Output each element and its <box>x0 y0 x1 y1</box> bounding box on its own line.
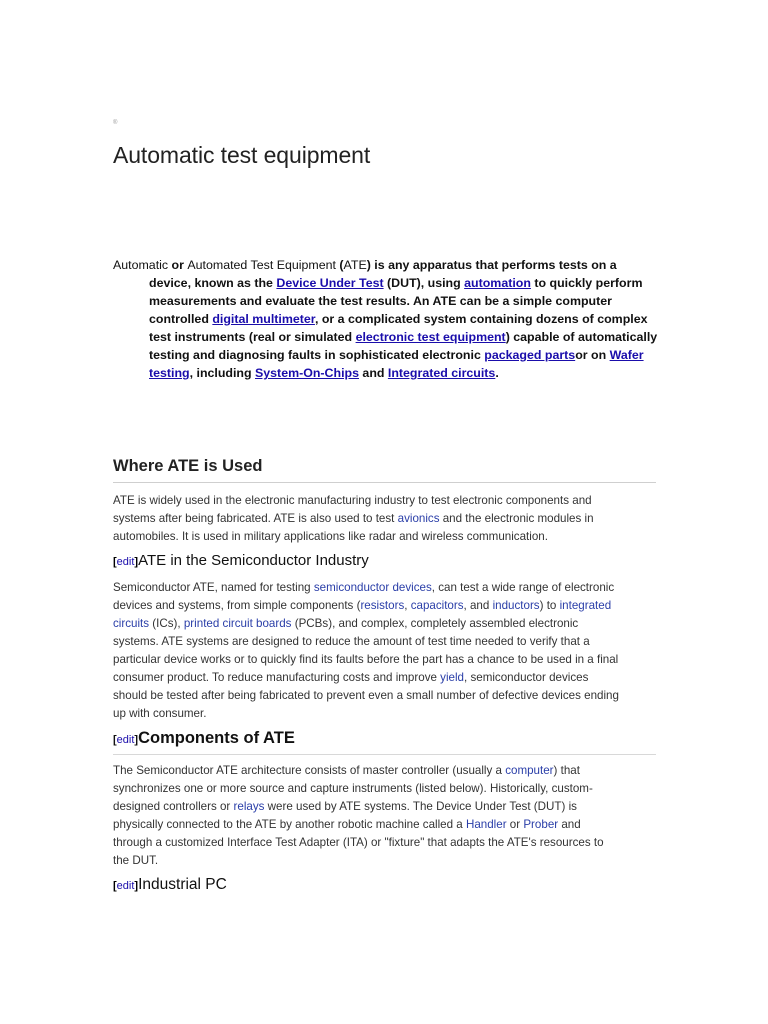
edit-link-wrapper: [edit] <box>113 734 139 746</box>
section-heading-text: Industrial PC <box>138 876 227 893</box>
section-heading-text: ATE in the Semiconductor Industry <box>138 552 369 569</box>
link-semiconductor-devices[interactable]: semiconductor devices <box>313 581 432 594</box>
link-prober[interactable]: Prober <box>523 818 559 831</box>
edit-link[interactable]: edit <box>116 734 135 746</box>
section1-paragraph: ATE is widely used in the electronic manufacturing industry to test electronic components and systems after being fabricated. ATE is also used to test avionics and the electronic modules in automobiles. It is used in military applications like radar and wireless communication. <box>113 494 594 543</box>
section-heading-where-ate-is-used: Where ATE is Used <box>113 457 656 483</box>
link-integrated[interactable]: integrated <box>559 599 612 612</box>
link-wafer-testing[interactable]: testing <box>149 366 190 380</box>
link-wafer[interactable]: Wafer <box>609 348 644 362</box>
edit-link[interactable]: edit <box>116 556 135 568</box>
link-yield[interactable]: yield <box>440 671 465 684</box>
link-relays[interactable]: relays <box>233 800 265 813</box>
link-resistors[interactable]: resistors <box>360 599 405 612</box>
edit-link-wrapper: [edit] <box>113 880 139 892</box>
link-handler[interactable]: Handler <box>465 818 507 831</box>
section2-paragraph: Semiconductor ATE, named for testing semiconductor devices, can test a wide range of electronic devices and systems, from simple components (resistors, capacitors, and inductors) to integrated circuits (ICs), printed circuit boards (PCBs), and complex, completely assembled electronic systems. ATE systems are designed to reduce the amount of test time needed to verify that a particular device works or to quickly find its faults before the part has a chance to be used in a final consumer product. To reduce manufacturing costs and improve yield, semiconductor devices should be tested after being fabricated to prevent even a small number of defective devices ending up with consumer. <box>113 581 619 720</box>
link-digital-multimeter[interactable]: digital multimeter <box>212 312 315 326</box>
page-marker: ® <box>113 120 118 126</box>
edit-link[interactable]: edit <box>116 880 135 892</box>
section3-paragraph: The Semiconductor ATE architecture consists of master controller (usually a computer) that synchronizes one or more source and capture instruments (listed below). Historically, custom- designed controllers or relays were used by ATE systems. The Device Under Test (DUT) is physically connected to the ATE by another robotic machine called a Handler or Prober and through a customized Interface Test Adapter (ITA) or "fixture" that adapts the ATE's resources to the DUT. <box>113 764 604 867</box>
intro-paragraph: Automatic or Automated Test Equipment (ATE) is any apparatus that performs tests on a device, known as the Device Under Test (DUT), using automation to quickly perform measurements and evaluate the test results. An ATE can be a simple computer controlled digital multimeter, or a complicated system containing dozens of complex test instruments (real or simulated electronic test equipment) capable of automatically testing and diagnosing faults in sophisticated electronic packaged partsor on Wafer testing, including System-On-Chips and Integrated circuits. <box>113 258 658 380</box>
link-device-under-test[interactable]: Device Under Test <box>276 276 384 290</box>
link-inductors[interactable]: inductors <box>492 599 540 612</box>
section-heading-components-of-ate <box>113 729 656 755</box>
section-heading-text: Components of ATE <box>138 729 295 747</box>
link-electronic-test-equipment[interactable]: electronic test equipment <box>355 330 506 344</box>
link-capacitors[interactable]: capacitors <box>410 599 464 612</box>
link-packaged-parts[interactable]: packaged parts <box>484 348 576 362</box>
link-computer[interactable]: computer <box>505 764 554 777</box>
link-automation[interactable]: automation <box>464 276 531 290</box>
link-printed-circuit-boards[interactable]: printed circuit boards <box>183 617 292 630</box>
section-heading-industrial-pc <box>113 876 227 894</box>
link-integrated-circuits[interactable]: Integrated circuits <box>387 366 496 380</box>
link-circuits[interactable]: circuits <box>113 617 150 630</box>
edit-link-wrapper: [edit] <box>113 556 139 568</box>
link-avionics[interactable]: avionics <box>397 512 440 525</box>
page-title: Automatic test equipment <box>113 142 371 168</box>
section-heading-semiconductor-industry <box>113 552 369 569</box>
intro-text: Automatic <box>113 258 172 272</box>
link-system-on-chips[interactable]: System-On-Chips <box>255 366 359 380</box>
